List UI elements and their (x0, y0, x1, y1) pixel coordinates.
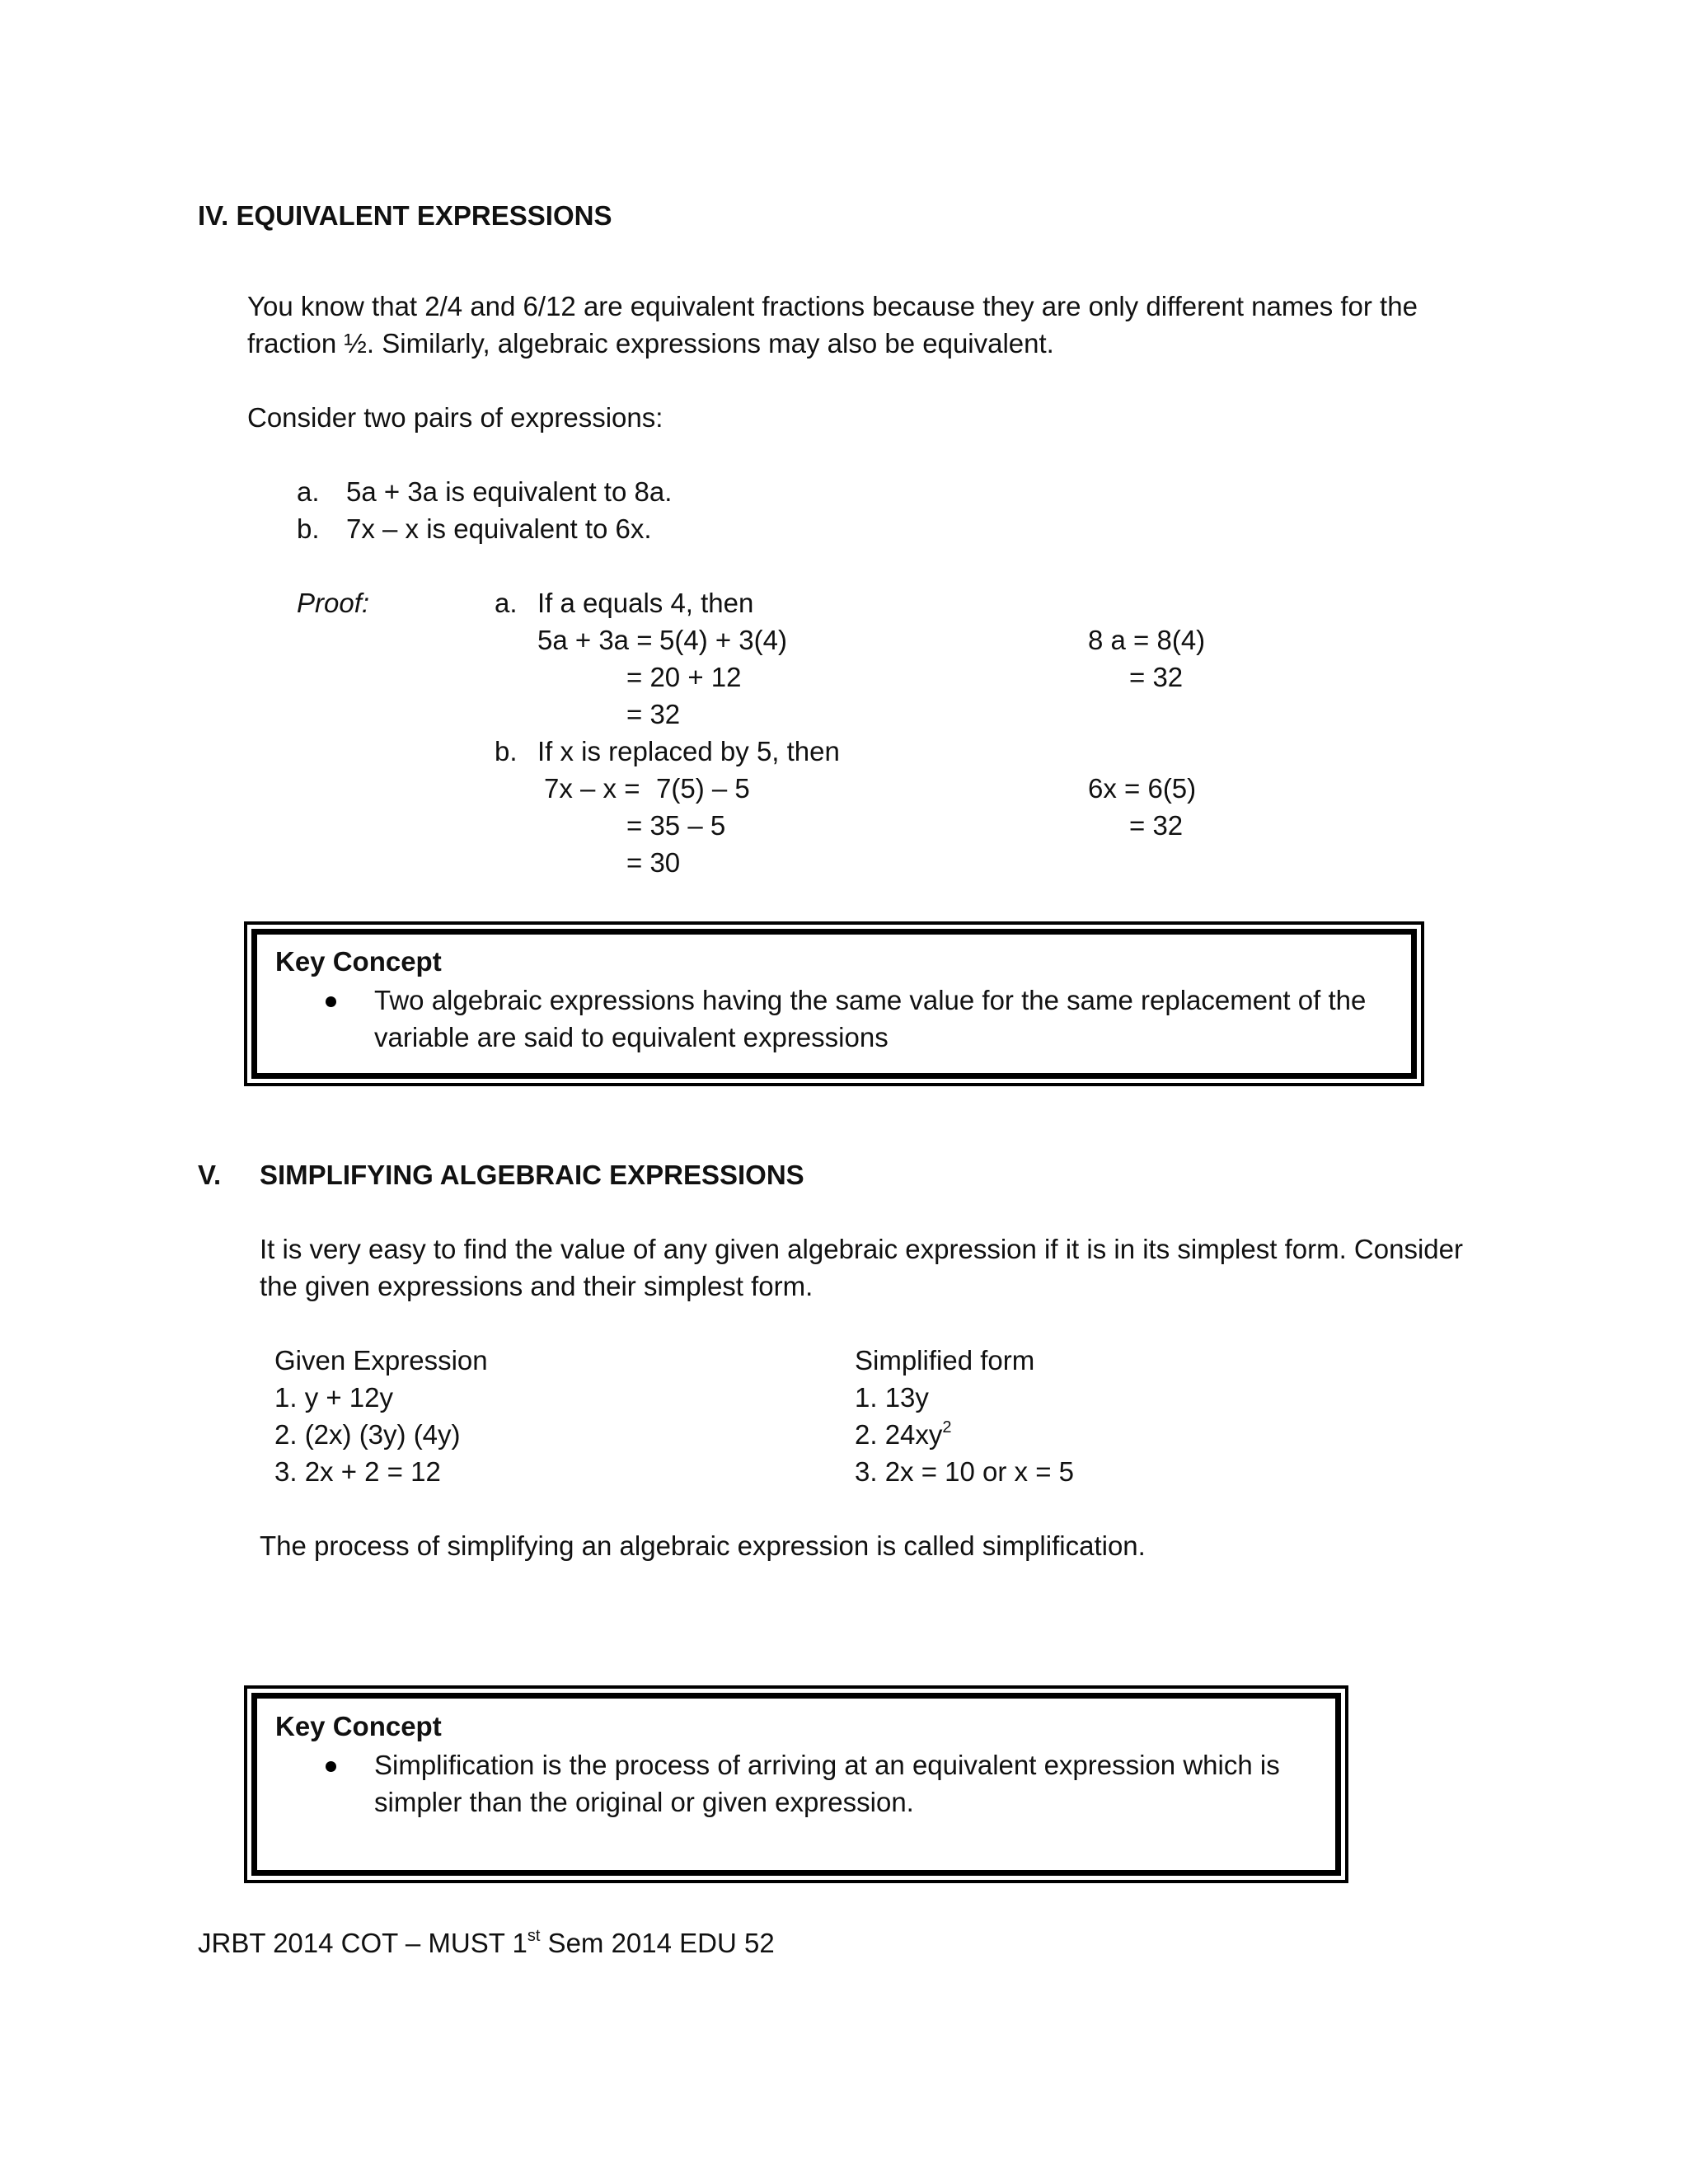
proof-a-title: If a equals 4, then (537, 588, 754, 618)
simplified-item-2-base: 2. 24xy (855, 1419, 943, 1450)
proof-a-right1: 8 a = 8(4) (1088, 625, 1206, 655)
simplification-definition: The process of simplifying an algebraic expression is called simplification. (260, 1530, 1146, 1561)
consider-text: Consider two pairs of expressions: (247, 402, 663, 433)
proof-b-line3: = 30 (626, 847, 681, 878)
bullet-icon (326, 1761, 336, 1772)
given-item-1: 1. y + 12y (274, 1382, 394, 1413)
section-v-intro-line1: It is very easy to find the value of any given algebraic expression if it is in its simplest form. Consider (260, 1234, 1463, 1264)
key-concept-1-heading: Key Concept (275, 946, 442, 977)
key-concept-1-line1: Two algebraic expressions having the same value for the same replacement of the (374, 985, 1367, 1015)
simplified-item-2 (855, 1417, 952, 1453)
bullet-icon (326, 996, 336, 1007)
proof-b-line1-mid: 7(5) – 5 (656, 773, 750, 804)
pair-a-marker: a. (297, 476, 320, 507)
simplified-form-header: Simplified form (855, 1345, 1035, 1376)
key-concept-2-heading: Key Concept (275, 1711, 442, 1741)
proof-b-right2: = 32 (1129, 810, 1184, 841)
simplified-item-3: 3. 2x = 10 or x = 5 (855, 1456, 1074, 1487)
proof-b-line1-left: 7x – x = (544, 773, 640, 804)
footer-prefix: JRBT 2014 COT – MUST 1 (198, 1928, 528, 1958)
proof-a-line1-left: 5a + 3a = (537, 625, 653, 655)
pair-b-marker: b. (297, 513, 320, 544)
section-v-numeral: V. (198, 1160, 222, 1190)
key-concept-1-line2: variable are said to equivalent expressions (374, 1022, 889, 1052)
proof-a-marker: a. (495, 588, 518, 618)
proof-b-line2: = 35 – 5 (626, 810, 726, 841)
given-item-2: 2. (2x) (3y) (4y) (274, 1419, 461, 1450)
section-v-heading: SIMPLIFYING ALGEBRAIC EXPRESSIONS (260, 1160, 804, 1190)
proof-a-line2: = 20 + 12 (626, 662, 742, 692)
pair-b-text: 7x – x is equivalent to 6x. (346, 513, 652, 544)
proof-label: Proof: (297, 588, 370, 618)
section-iv-intro-line1: You know that 2/4 and 6/12 are equivalent fractions because they are only different names for the (247, 291, 1418, 321)
key-concept-2-line1: Simplification is the process of arriving at an equivalent expression which is (374, 1750, 1280, 1780)
footer-superscript: st (527, 1927, 541, 1945)
page-footer (198, 1925, 775, 1961)
footer-suffix: Sem 2014 EDU 52 (540, 1928, 775, 1958)
key-concept-2-line2: simpler than the original or given expression. (374, 1787, 914, 1817)
proof-b-title: If x is replaced by 5, then (537, 736, 840, 766)
proof-a-right2: = 32 (1129, 662, 1184, 692)
simplified-item-2-exponent: 2 (942, 1418, 952, 1436)
proof-b-marker: b. (495, 736, 518, 766)
given-item-3: 3. 2x + 2 = 12 (274, 1456, 441, 1487)
section-v-intro-line2: the given expressions and their simplest form. (260, 1271, 814, 1301)
pair-a-text: 5a + 3a is equivalent to 8a. (346, 476, 673, 507)
section-iv-intro-line2: fraction ½. Similarly, algebraic expressions may also be equivalent. (247, 328, 1054, 359)
proof-a-line3: = 32 (626, 699, 681, 729)
given-expression-header: Given Expression (274, 1345, 488, 1376)
proof-b-right1: 6x = 6(5) (1088, 773, 1197, 804)
simplified-item-1: 1. 13y (855, 1382, 929, 1413)
section-iv-heading: IV. EQUIVALENT EXPRESSIONS (198, 200, 612, 231)
proof-a-line1-mid: 5(4) + 3(4) (659, 625, 787, 655)
